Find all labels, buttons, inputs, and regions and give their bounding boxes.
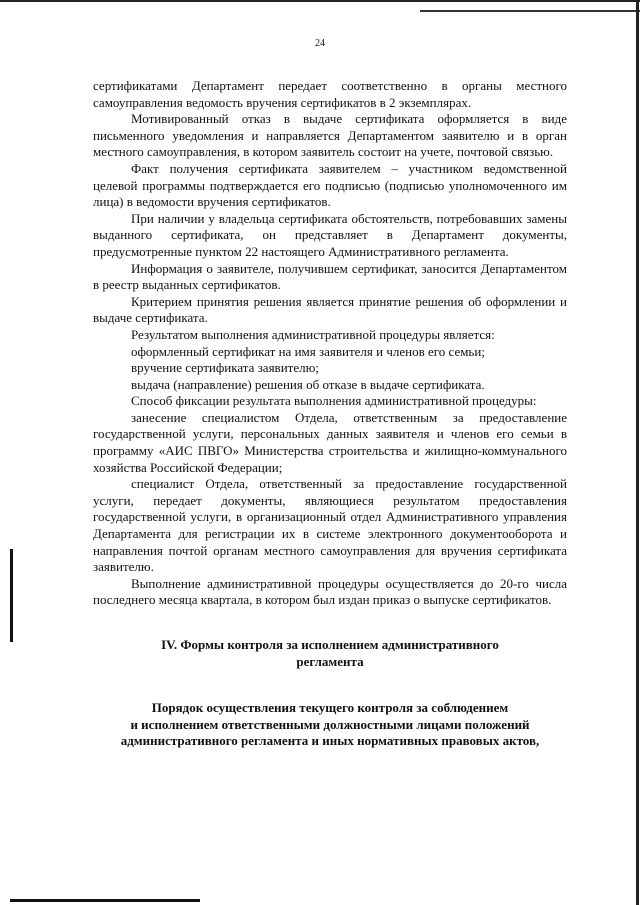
subsection-heading-line-3: административного регламента и иных нормативных правовых актов,: [120, 733, 540, 748]
list-item-3: выдача (направление) решения об отказе в выдаче сертификата.: [131, 376, 485, 392]
scan-edge-top: [0, 0, 640, 2]
paragraph-1: сертификатами Департамент передает соответственно в органы местного самоуправления ведомость вручения сертификатов в 2 экземплярах.: [93, 78, 567, 110]
paragraph-9: занесение специалистом Отдела, ответственным за предоставление государственной услуги, персональных данных заявителя и членов его семьи в программу «АИС ПВГО» Министерства строительства и жилищно-коммунального хозяйства Российской Федерации;: [93, 409, 567, 475]
subsection-heading-line-2: и исполнением ответственными должностными лицами положений: [130, 716, 530, 732]
paragraph-7: Результатом выполнения административной процедуры является:: [131, 326, 495, 342]
paragraph-2: Мотивированный отказ в выдаче сертификата оформляется в виде письменного уведомления и направляется Департаментом заявителю и в орган местного самоуправления, в котором заявитель состоит на учете, почтовой связью.: [93, 111, 567, 160]
scan-edge-top-right: [420, 10, 640, 12]
page-number: 24: [315, 38, 325, 49]
scan-edge-bottom-left: [10, 899, 200, 902]
subsection-heading-line-1: Порядок осуществления текущего контроля за соблюдением: [151, 700, 509, 715]
document-body: [93, 78, 567, 750]
paragraph-6: Критерием принятия решения является принятие решения об оформлении и выдаче сертификата.: [93, 293, 567, 326]
list-item-2: вручение сертификата заявителю;: [131, 360, 319, 376]
paragraph-8: Способ фиксации результата выполнения административной процедуры:: [131, 393, 537, 409]
section-heading-line-1: IV. Формы контроля за исполнением административного: [161, 637, 499, 652]
subsection-heading: [93, 700, 567, 750]
scan-edge-right: [636, 0, 639, 905]
paragraph-4: При наличии у владельца сертификата обстоятельств, потребовавших замены выданного сертификата, он представляет в Департамент документы, предусмотренные пунктом 22 настоящего Административного регламента.: [93, 210, 567, 259]
paragraph-11: Выполнение административной процедуры осуществляется до 20-го числа последнего месяца квартала, в котором был издан приказ о выпуске сертификатов.: [93, 575, 567, 608]
paragraph-10: специалист Отдела, ответственный за предоставление государственной услуги, передает документы, являющиеся результатом предоставления государственной услуги, в организационный отдел Административного управления Департамента для регистрации их в системе электронного документооборота и направления почтой органам местного самоуправления для вручения сертификата заявителю.: [93, 476, 567, 575]
section-heading-line-2: регламента: [296, 653, 364, 669]
section-heading: [93, 637, 567, 670]
scan-artifact-left: [10, 549, 13, 642]
paragraph-5: Информация о заявителе, получившем сертификат, заносится Департаментом в реестр выданных сертификатов.: [93, 260, 567, 293]
list-item-1: оформленный сертификат на имя заявителя и членов его семьи;: [131, 343, 485, 359]
paragraph-3: Факт получения сертификата заявителем – участником ведомственной целевой программы подтверждается его подписью (подписью уполномоченного им лица) в ведомости вручения сертификатов.: [93, 160, 567, 210]
